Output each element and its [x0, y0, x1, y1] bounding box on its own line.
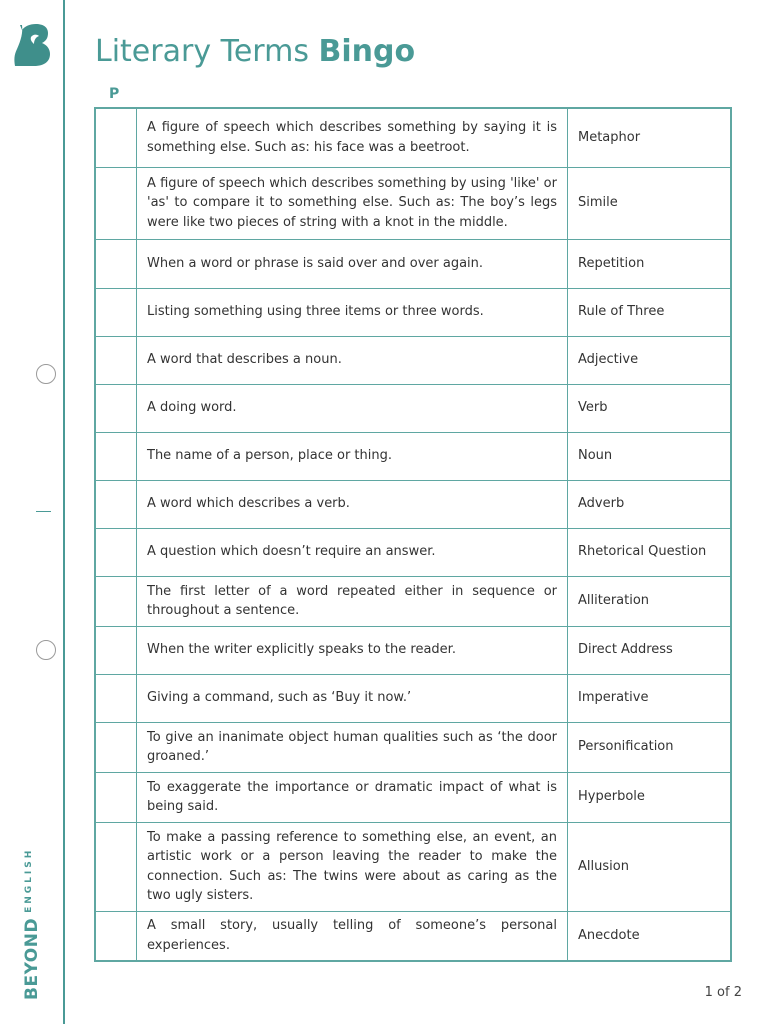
bingo-mark-box[interactable]: [95, 108, 137, 167]
table-row: [95, 108, 731, 167]
definition-cell: Giving a command, such as ‘Buy it now.’: [137, 674, 568, 722]
term-cell: Direct Address: [568, 626, 732, 674]
term-cell: Adverb: [568, 480, 732, 528]
table-row: [95, 911, 731, 961]
bingo-mark-box[interactable]: [95, 167, 137, 239]
term-cell: Anecdote: [568, 911, 732, 961]
fold-mark: [36, 511, 51, 512]
punch-hole: [36, 640, 56, 660]
title-bold: Bingo: [318, 34, 416, 69]
term-cell: Alliteration: [568, 576, 732, 626]
definition-cell: When a word or phrase is said over and over again.: [137, 239, 568, 288]
bingo-column-letter: P: [109, 86, 120, 102]
table-row: [95, 432, 731, 480]
table-row: [95, 384, 731, 432]
table-row: [95, 480, 731, 528]
term-cell: Rhetorical Question: [568, 528, 732, 576]
term-cell: Rule of Three: [568, 288, 732, 336]
bingo-mark-box[interactable]: [95, 626, 137, 674]
table-row: [95, 576, 731, 626]
definition-cell: To give an inanimate object human qualities such as ‘the door groaned.’: [137, 722, 568, 772]
table-row: [95, 528, 731, 576]
table-row: [95, 239, 731, 288]
definition-cell: A figure of speech which describes something by using 'like' or 'as' to compare it to something else. Such as: The boy’s legs were like two pieces of string with a knot in the middle.: [137, 167, 568, 239]
definition-cell: Listing something using three items or three words.: [137, 288, 568, 336]
terms-table-body: [95, 108, 731, 961]
definition-cell: A word which describes a verb.: [137, 480, 568, 528]
table-row: [95, 167, 731, 239]
terms-table: [94, 107, 732, 962]
bingo-mark-box[interactable]: [95, 674, 137, 722]
bingo-mark-box[interactable]: [95, 384, 137, 432]
bingo-mark-box[interactable]: [95, 822, 137, 911]
term-cell: Verb: [568, 384, 732, 432]
title-regular: Literary Terms: [95, 34, 309, 69]
bingo-mark-box[interactable]: [95, 722, 137, 772]
table-row: [95, 822, 731, 911]
term-cell: Imperative: [568, 674, 732, 722]
beyond-logo-icon: [14, 22, 52, 68]
term-cell: Metaphor: [568, 108, 732, 167]
table-row: [95, 722, 731, 772]
definition-cell: A word that describes a noun.: [137, 336, 568, 384]
table-row: [95, 772, 731, 822]
bingo-mark-box[interactable]: [95, 576, 137, 626]
table-row: [95, 674, 731, 722]
table-row: [95, 336, 731, 384]
bingo-mark-box[interactable]: [95, 336, 137, 384]
margin-line: [63, 0, 65, 1024]
brand-name: BEYOND: [22, 917, 42, 1000]
bingo-mark-box[interactable]: [95, 288, 137, 336]
bingo-mark-box[interactable]: [95, 239, 137, 288]
bingo-mark-box[interactable]: [95, 480, 137, 528]
term-cell: Allusion: [568, 822, 732, 911]
term-cell: Personification: [568, 722, 732, 772]
bingo-mark-box[interactable]: [95, 528, 137, 576]
term-cell: Noun: [568, 432, 732, 480]
table-row: [95, 288, 731, 336]
definition-cell: When the writer explicitly speaks to the reader.: [137, 626, 568, 674]
definition-cell: A figure of speech which describes something by saying it is something else. Such as: his face was a beetroot.: [137, 108, 568, 167]
table-row: [95, 626, 731, 674]
term-cell: Adjective: [568, 336, 732, 384]
term-cell: Repetition: [568, 239, 732, 288]
punch-hole: [36, 364, 56, 384]
definition-cell: A small story, usually telling of someone’s personal experiences.: [137, 911, 568, 961]
brand-subname: ENGLISH: [24, 847, 34, 913]
page-title: [95, 34, 415, 69]
term-cell: Hyperbole: [568, 772, 732, 822]
brand-wordmark: [22, 848, 42, 1000]
bingo-mark-box[interactable]: [95, 772, 137, 822]
definition-cell: The name of a person, place or thing.: [137, 432, 568, 480]
definition-cell: To make a passing reference to something else, an event, an artistic work or a person leaving the reader to make the connection. Such as: The twins were about as caring as the two ugly sisters.: [137, 822, 568, 911]
definition-cell: To exaggerate the importance or dramatic impact of what is being said.: [137, 772, 568, 822]
definition-cell: A doing word.: [137, 384, 568, 432]
bingo-mark-box[interactable]: [95, 911, 137, 961]
bingo-mark-box[interactable]: [95, 432, 137, 480]
definition-cell: A question which doesn’t require an answer.: [137, 528, 568, 576]
page-number: 1 of 2: [704, 985, 742, 1000]
definition-cell: The first letter of a word repeated either in sequence or throughout a sentence.: [137, 576, 568, 626]
term-cell: Simile: [568, 167, 732, 239]
